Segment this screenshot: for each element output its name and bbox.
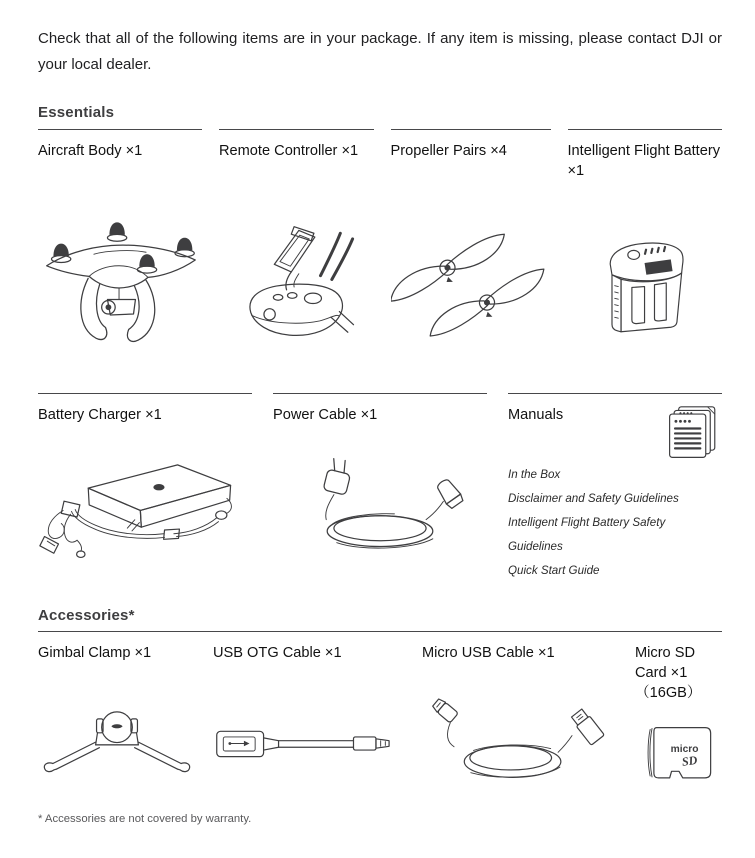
power-cable-icon [284, 456, 476, 564]
item-label: Gimbal Clamp ×1 [38, 645, 152, 661]
item-label: USB OTG Cable ×1 [213, 645, 342, 661]
item-flight-battery [568, 129, 723, 385]
micro-usb-cable-figure [422, 693, 618, 793]
flight-battery-icon [593, 230, 697, 344]
manual-item: Disclaimer and Safety Guidelines [508, 492, 679, 505]
micro-sd-card-icon [636, 722, 722, 789]
item-micro-usb-cable [422, 643, 618, 805]
item-label: Battery Charger ×1 [38, 407, 162, 423]
item-label: Propeller Pairs ×4 [390, 143, 507, 159]
propeller-pairs-icon [391, 218, 551, 356]
item-label: Intelligent Flight Battery ×1 [567, 143, 721, 179]
propeller-pairs-figure [391, 189, 551, 385]
item-label: Aircraft Body ×1 [38, 143, 143, 159]
item-label: Micro USB Cable ×1 [422, 645, 555, 661]
aircraft-body-figure [38, 189, 202, 385]
item-label: Manuals [508, 407, 564, 423]
manual-item: Quick Start Guide [508, 564, 600, 577]
micro-usb-cable-icon [422, 691, 618, 795]
drone-icon [38, 214, 202, 360]
manual-item: Intelligent Flight Battery Safety Guidelines [508, 516, 666, 553]
item-label-line1: Micro SD Card ×1 [635, 645, 695, 681]
item-gimbal-clamp [38, 643, 196, 805]
item-power-cable [273, 393, 487, 585]
accessories-row [38, 643, 722, 805]
item-propeller-pairs [391, 129, 551, 385]
essentials-row2 [38, 393, 722, 585]
sd-logo-sd-text: SD [680, 752, 698, 769]
sd-logo-micro-text: micro [670, 743, 698, 755]
manuals-header [508, 405, 722, 461]
warranty-footnote: * Accessories are not covered by warranty. [38, 813, 252, 825]
accessories-heading: Accessories* [38, 607, 135, 624]
item-remote-controller [219, 129, 374, 385]
item-label: Remote Controller ×1 [219, 143, 359, 159]
item-label: Power Cable ×1 [273, 407, 378, 423]
battery-charger-figure [38, 435, 252, 585]
gimbal-clamp-icon [38, 704, 196, 783]
item-usb-otg-cable [213, 643, 405, 805]
power-cable-figure [273, 435, 487, 585]
item-micro-sd-card [635, 643, 722, 805]
micro-sd-card-figure [635, 705, 722, 805]
item-aircraft-body [38, 129, 202, 385]
item-label-line2: （16GB） [635, 685, 702, 701]
usb-otg-cable-figure [213, 693, 405, 793]
item-label [635, 643, 722, 703]
manual-item: In the Box [508, 468, 561, 481]
intro-paragraph: Check that all of the following items are in your package. If any item is missing, please contact DJI or your local dealer. [38, 30, 722, 73]
item-manuals [508, 393, 722, 585]
essentials-heading: Essentials [38, 104, 115, 121]
essentials-row1 [38, 129, 722, 385]
accessories-block [38, 631, 722, 805]
gimbal-clamp-figure [38, 693, 196, 793]
item-battery-charger [38, 393, 252, 585]
manuals-list [508, 463, 722, 583]
battery-charger-icon [38, 447, 252, 573]
flight-battery-figure [568, 189, 723, 385]
remote-controller-figure [219, 189, 374, 385]
usb-otg-cable-icon [213, 719, 405, 768]
manuals-stack-icon [666, 405, 722, 461]
remote-controller-icon [225, 221, 367, 353]
